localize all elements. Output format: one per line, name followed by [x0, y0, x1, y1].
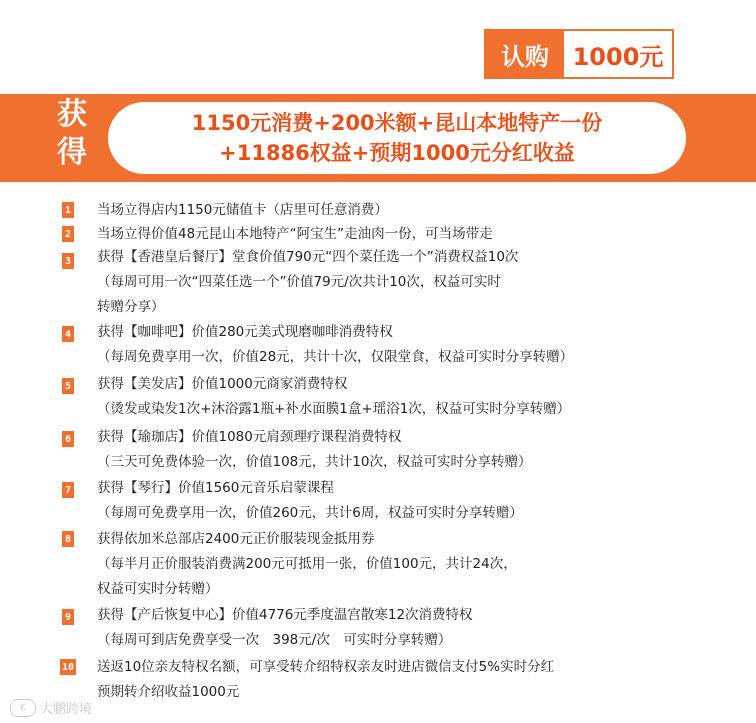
- item-text: 获得【咖啡吧】价值280元美式现磨咖啡消费特权: [97, 324, 393, 340]
- item-number-badge: 1: [62, 202, 74, 218]
- item-detail: （每周可到店免费享受一次 398元/次 可实时分享转赠）: [97, 632, 452, 648]
- item-text: 送返10位亲友特权名额，可享受转介绍特权亲友时进店微信支付5%实时分红: [97, 659, 555, 675]
- item-detail: （每半月正价服装消费满200元可抵用一张，价值100元，共计24次，: [97, 556, 517, 572]
- item-detail: 转赠分享）: [97, 299, 165, 315]
- get-heading: [52, 96, 92, 172]
- item-number-badge: 8: [62, 531, 74, 547]
- item-number-badge: 4: [62, 326, 74, 342]
- item-text: 当场立得价值48元昆山本地特产“阿宝生”走油肉一份，可当场带走: [97, 226, 493, 242]
- item-text: 当场立得店内1150元储值卡（店里可任意消费）: [97, 202, 388, 218]
- item-number-badge: 5: [62, 378, 74, 394]
- item-detail: （烫发或染发1次+沐浴露1瓶+补水面膜1盒+瑶浴1次，权益可实时分享转赠）: [97, 401, 571, 417]
- item-text: 获得【琴行】价值1560元音乐启蒙课程: [97, 480, 334, 496]
- watermark-text: 大鹏跨境: [40, 702, 93, 717]
- subscribe-label: 认购: [486, 31, 564, 77]
- item-number-badge: 10: [60, 659, 76, 675]
- item-text: 获得【美发店】价值1000元商家消费特权: [97, 376, 348, 392]
- benefit-summary-line-2: +11886权益+预期1000元分红收益: [219, 141, 575, 165]
- item-number-badge: 7: [62, 482, 74, 498]
- item-number-badge: 2: [62, 226, 74, 242]
- item-text: 获得【瑜珈店】价值1080元肩颈理疗课程消费特权: [97, 429, 402, 445]
- item-text: 获得依加米总部店2400元正价服装现金抵用券: [97, 531, 375, 547]
- get-char-1: 获: [57, 97, 87, 132]
- benefit-summary-line-1: 1150元消费+200米额+昆山本地特产一份: [191, 111, 603, 135]
- item-text: 获得【香港皇后餐厅】堂食价值790元“四个菜任选一个”消费权益10次: [97, 249, 519, 265]
- item-number-badge: 3: [62, 253, 74, 269]
- item-detail: （每周可免费享用一次，价值260元，共计6周，权益可实时分享转赠）: [97, 505, 523, 521]
- item-detail: 权益可实时分转赠）: [97, 581, 219, 597]
- item-number-badge: 6: [62, 431, 74, 447]
- watermark-logo: K: [10, 699, 36, 717]
- item-text: 获得【产后恢复中心】价值4776元季度温宫散寒12次消费特权: [97, 607, 473, 623]
- item-detail: （每周免费享用一次，价值28元，共计十次，仅限堂食，权益可实时分享转赠）: [97, 349, 574, 365]
- item-detail: （三天可免费体验一次，价值108元，共计10次，权益可实时分享转赠）: [97, 454, 532, 470]
- benefit-summary: [108, 102, 686, 174]
- item-detail: （每周可用一次“四菜任选一个”价值79元/次共计10次，权益可实时: [97, 274, 501, 290]
- benefit-banner: [0, 94, 756, 182]
- item-detail: 预期转介绍收益1000元: [97, 684, 240, 700]
- item-number-badge: 9: [62, 609, 74, 625]
- get-char-2: 得: [57, 135, 87, 170]
- watermark: [10, 698, 92, 717]
- subscribe-amount: 1000元: [572, 42, 664, 71]
- subscribe-box: [484, 29, 674, 79]
